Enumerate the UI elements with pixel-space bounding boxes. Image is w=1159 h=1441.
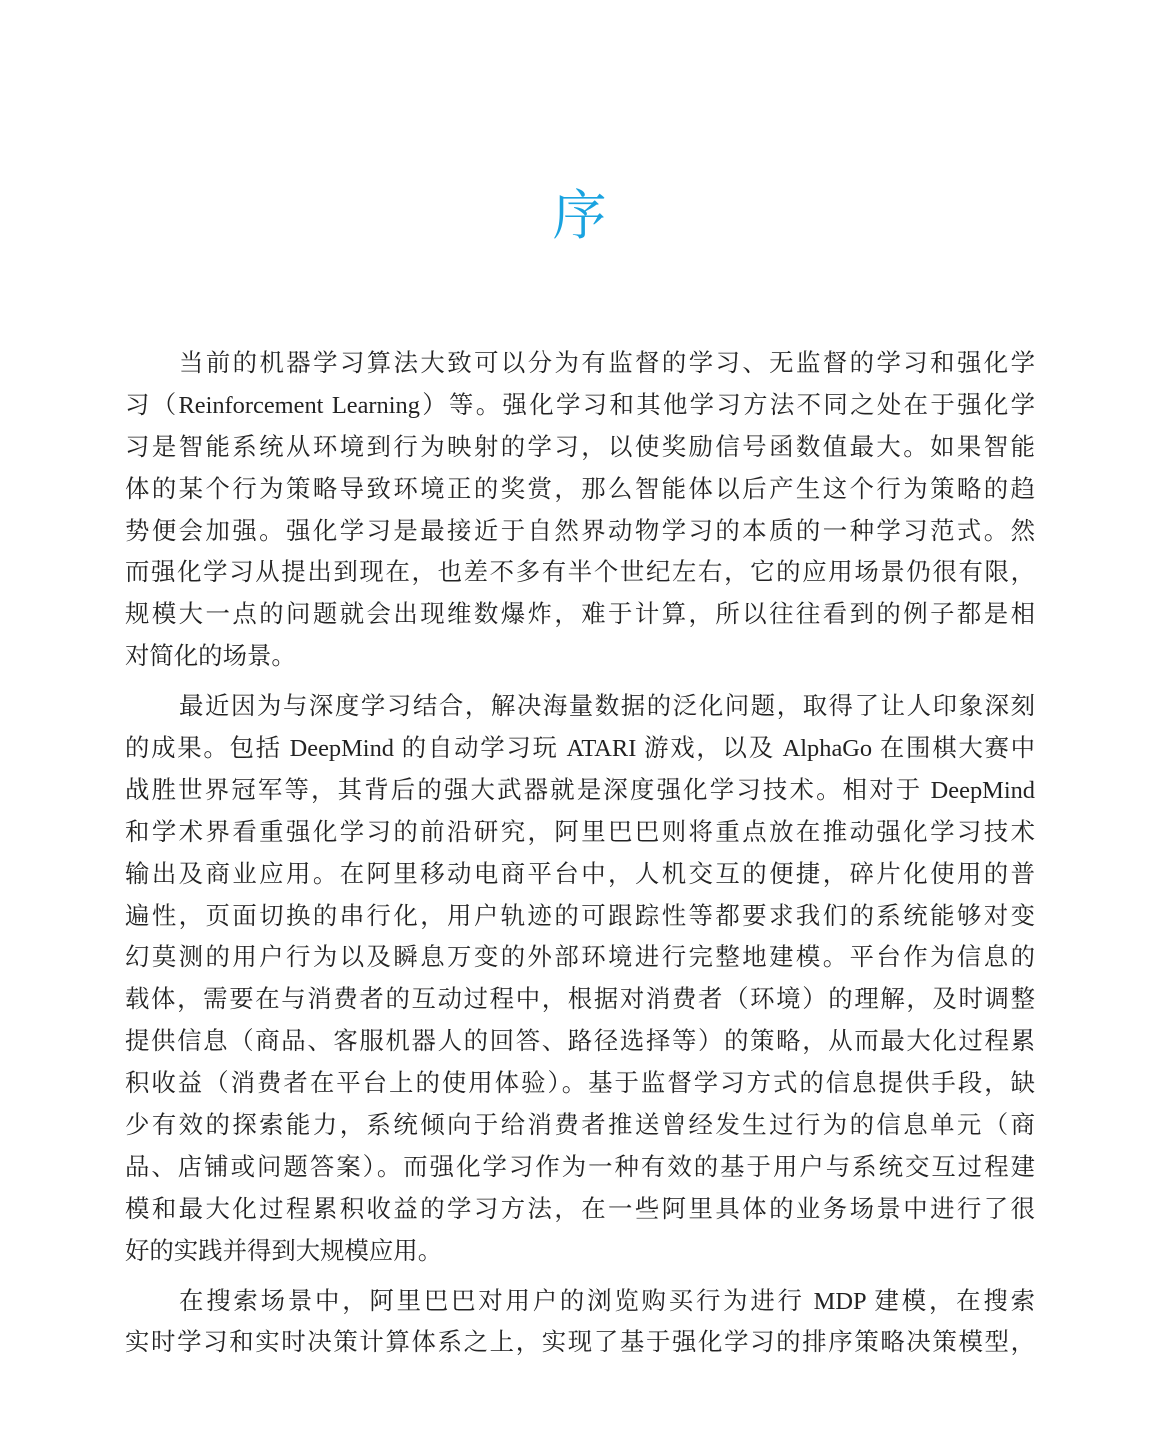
- text-line: 实时学习和实时决策计算体系之上，实现了基于强化学习的排序策略决策模型，: [125, 1329, 1035, 1357]
- text-line: 少有效的探索能力，系统倾向于给消费者推送曾经发生过行为的信息单元（商: [125, 1112, 1035, 1140]
- body-text: [125, 343, 1035, 1372]
- text-line: 的成果。包括 DeepMind 的自动学习玩 ATARI 游戏，以及 AlphaGo 在围棋大赛中: [125, 735, 1035, 763]
- paragraph-2: [125, 686, 1035, 1272]
- text-line: 当前的机器学习算法大致可以分为有监督的学习、无监督的学习和强化学: [179, 350, 1035, 377]
- text-line: 规模大一点的问题就会出现维数爆炸，难于计算，所以往往看到的例子都是相: [125, 601, 1035, 629]
- text-line: 体的某个行为策略导致环境正的奖赏，那么智能体以后产生这个行为策略的趋: [125, 475, 1035, 503]
- text-line: 习（Reinforcement Learning）等。强化学习和其他学习方法不同之处在于强化学: [125, 391, 1035, 419]
- paragraph-1: [125, 343, 1035, 678]
- text-line: 最近因为与深度学习结合，解决海量数据的泛化问题，取得了让人印象深刻: [179, 693, 1035, 721]
- text-line: 习是智能系统从环境到行为映射的学习，以使奖励信号函数值最大。如果智能: [125, 433, 1035, 461]
- text-line: 好的实践并得到大规模应用。: [125, 1237, 443, 1265]
- text-line: 幻莫测的用户行为以及瞬息万变的外部环境进行完整地建模。平台作为信息的: [125, 944, 1035, 972]
- text-line: 载体，需要在与消费者的互动过程中，根据对消费者（环境）的理解，及时调整: [125, 986, 1035, 1014]
- page-title: 序: [552, 184, 607, 247]
- text-line: 输出及商业应用。在阿里移动电商平台中，人机交互的便捷，碎片化使用的普: [125, 860, 1035, 888]
- text-line: 对简化的场景。: [125, 643, 296, 671]
- text-line: 提供信息（商品、客服机器人的回答、路径选择等）的策略，从而最大化过程累: [125, 1028, 1035, 1056]
- text-line: 而强化学习从提出到现在，也差不多有半个世纪左右，它的应用场景仍很有限，: [125, 559, 1035, 587]
- text-line: 战胜世界冠军等，其背后的强大武器就是深度强化学习技术。相对于 DeepMind: [125, 776, 1035, 804]
- text-line: 品、店铺或问题答案）。而强化学习作为一种有效的基于用户与系统交互过程建: [125, 1153, 1035, 1181]
- text-line: 和学术界看重强化学习的前沿研究，阿里巴巴则将重点放在推动强化学习技术: [125, 818, 1035, 846]
- text-line: 势便会加强。强化学习是最接近于自然界动物学习的本质的一种学习范式。然: [125, 517, 1035, 545]
- text-line: 遍性，页面切换的串行化，用户轨迹的可跟踪性等都要求我们的系统能够对变: [125, 902, 1035, 930]
- text-line: 在搜索场景中，阿里巴巴对用户的浏览购买行为进行 MDP 建模，在搜索: [179, 1287, 1035, 1315]
- paragraph-3: [125, 1281, 1035, 1365]
- text-line: 积收益（消费者在平台上的使用体验）。基于监督学习方式的信息提供手段，缺: [125, 1070, 1035, 1098]
- text-line: 模和最大化过程累积收益的学习方法，在一些阿里具体的业务场景中进行了很: [125, 1195, 1035, 1223]
